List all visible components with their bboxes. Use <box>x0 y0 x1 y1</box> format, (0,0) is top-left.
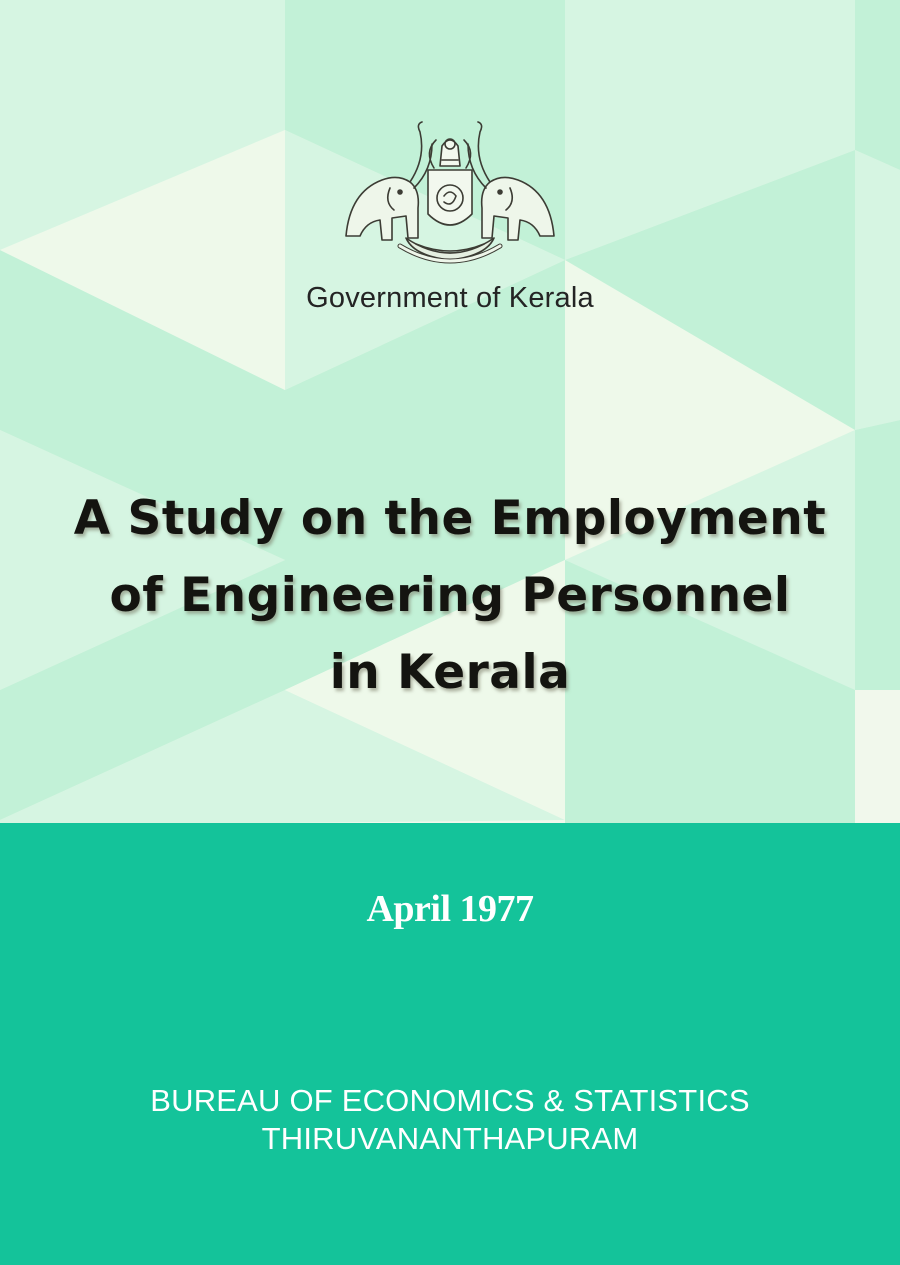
publication-date: April 1977 <box>366 888 534 930</box>
publisher-location: THIRUVANANTHAPURAM <box>261 1121 639 1156</box>
kerala-emblem-icon <box>336 118 564 274</box>
title-line-1: A Study on the Employment <box>73 491 827 546</box>
title-line-2: of Engineering Personnel <box>109 568 791 623</box>
title-line-3: in Kerala <box>329 645 571 700</box>
publisher-name: BUREAU OF ECONOMICS & STATISTICS <box>150 1083 750 1118</box>
publisher-block <box>0 1082 900 1158</box>
report-title <box>0 480 900 711</box>
organization-name: Government of Kerala <box>306 282 594 314</box>
cover-bottom-band <box>0 823 900 1265</box>
